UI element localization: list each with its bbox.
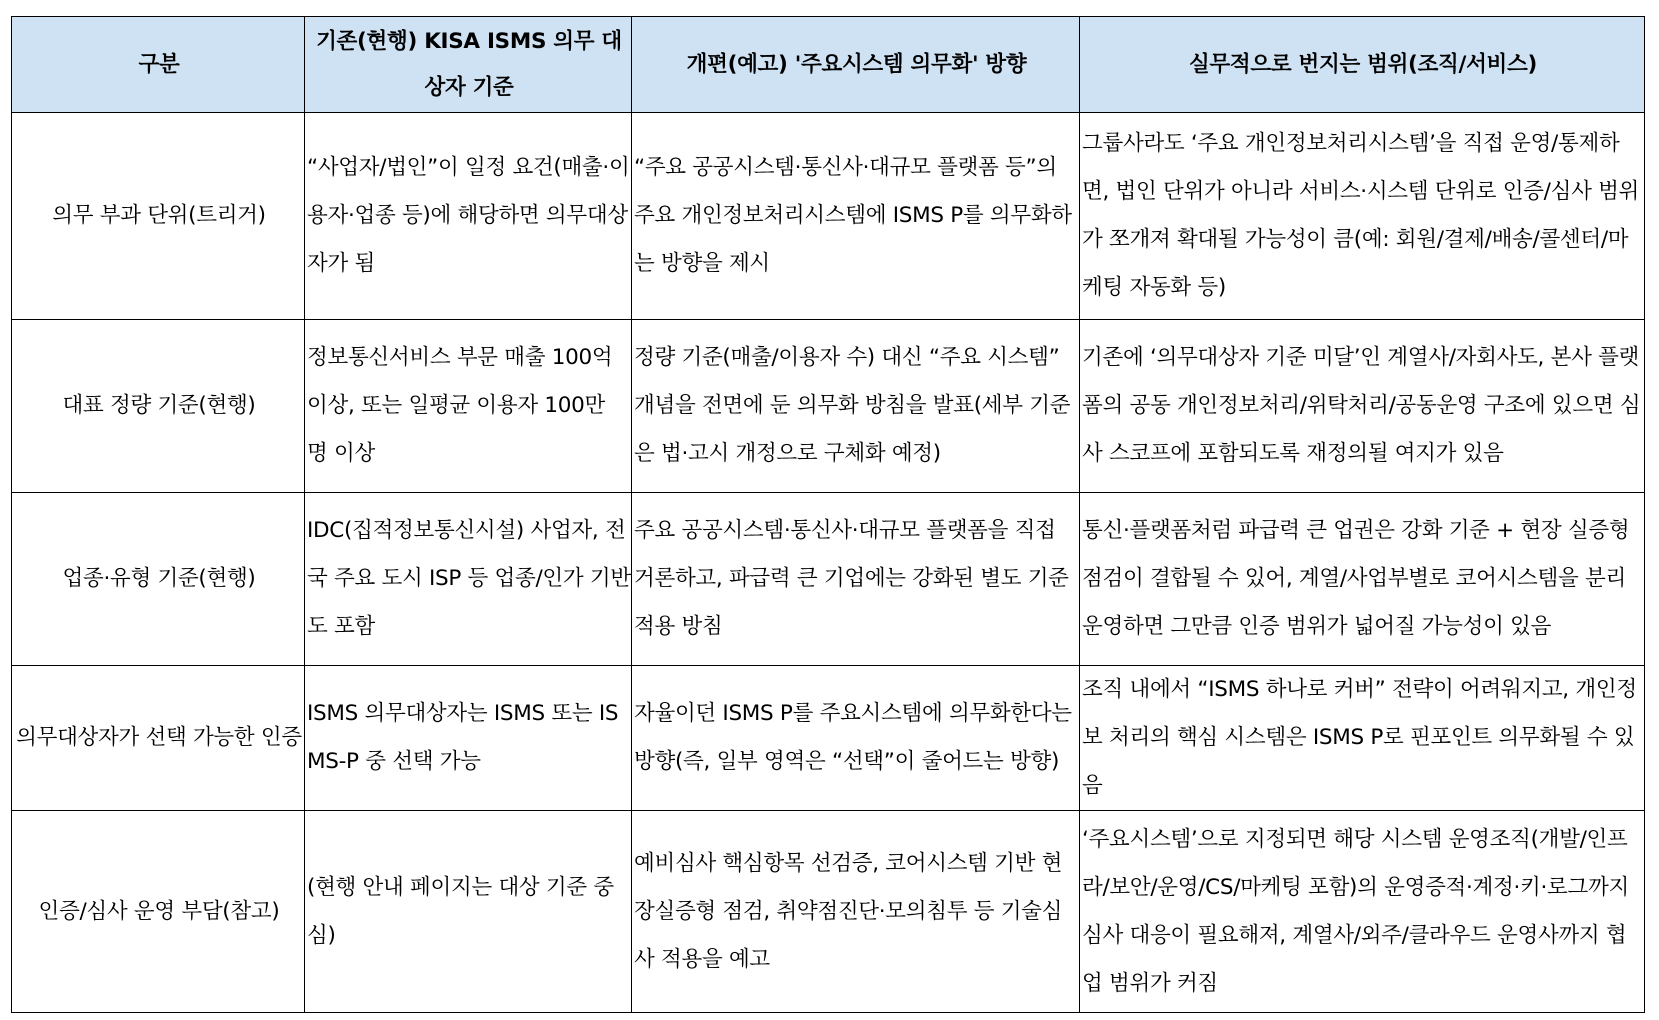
row-scope: 기존에 ‘의무대상자 기준 미달’인 계열사/자회사도, 본사 플랫폼의 공동 개인정보처리/위탁처리/공동운영 구조에 있으면 심사 스코프에 포함되도록 재정의될 여지가 있음 bbox=[1080, 320, 1645, 493]
comparison-table bbox=[11, 16, 1645, 1013]
row-scope: 통신·플랫폼처럼 파급력 큰 업권은 강화 기준 + 현장 실증형 점검이 결합될 수 있어, 계열/사업부별로 코어시스템을 분리 운영하면 그만큼 인증 범위가 넓어질 가능성이 있음 bbox=[1080, 493, 1645, 666]
table-row bbox=[12, 666, 1645, 811]
table-row bbox=[12, 113, 1645, 320]
row-scope: 그룹사라도 ‘주요 개인정보처리시스템’을 직접 운영/통제하면, 법인 단위가 아니라 서비스·시스템 단위로 인증/심사 범위가 쪼개져 확대될 가능성이 큼(예: 회원/결제/배송/콜센터/마케팅 자동화 등) bbox=[1080, 113, 1645, 320]
header-reform-direction: 개편(예고) '주요시스템 의무화' 방향 bbox=[632, 17, 1080, 113]
header-current-criteria: 기존(현행) KISA ISMS 의무 대상자 기준 bbox=[305, 17, 632, 113]
row-scope: ‘주요시스템’으로 지정되면 해당 시스템 운영조직(개발/인프라/보안/운영/CS/마케팅 포함)의 운영증적·계정·키·로그까지 심사 대응이 필요해져, 계열사/외주/클라우드 운영사까지 협업 범위가 커짐 bbox=[1080, 811, 1645, 1013]
header-row bbox=[12, 17, 1645, 113]
table-row bbox=[12, 811, 1645, 1013]
row-category: 업종·유형 기준(현행) bbox=[12, 493, 305, 666]
header-practical-scope: 실무적으로 번지는 범위(조직/서비스) bbox=[1080, 17, 1645, 113]
row-scope: 조직 내에서 “ISMS 하나로 커버” 전략이 어려워지고, 개인정보 처리의 핵심 시스템은 ISMS P로 핀포인트 의무화될 수 있음 bbox=[1080, 666, 1645, 811]
table-header bbox=[12, 17, 1645, 113]
row-category: 의무 부과 단위(트리거) bbox=[12, 113, 305, 320]
row-category: 의무대상자가 선택 가능한 인증 bbox=[12, 666, 305, 811]
header-category: 구분 bbox=[12, 17, 305, 113]
row-category: 대표 정량 기준(현행) bbox=[12, 320, 305, 493]
row-current: IDC(집적정보통신시설) 사업자, 전국 주요 도시 ISP 등 업종/인가 기반도 포함 bbox=[305, 493, 632, 666]
row-reform: 정량 기준(매출/이용자 수) 대신 “주요 시스템” 개념을 전면에 둔 의무화 방침을 발표(세부 기준은 법·고시 개정으로 구체화 예정) bbox=[632, 320, 1080, 493]
table-row bbox=[12, 493, 1645, 666]
table-row bbox=[12, 320, 1645, 493]
row-reform: 자율이던 ISMS P를 주요시스템에 의무화한다는 방향(즉, 일부 영역은 “선택”이 줄어드는 방향) bbox=[632, 666, 1080, 811]
row-current: 정보통신서비스 부문 매출 100억 이상, 또는 일평균 이용자 100만 명 이상 bbox=[305, 320, 632, 493]
row-current: (현행 안내 페이지는 대상 기준 중심) bbox=[305, 811, 632, 1013]
row-category: 인증/심사 운영 부담(참고) bbox=[12, 811, 305, 1013]
row-reform: 예비심사 핵심항목 선검증, 코어시스템 기반 현장실증형 점검, 취약점진단·모의침투 등 기술심사 적용을 예고 bbox=[632, 811, 1080, 1013]
row-current: “사업자/법인”이 일정 요건(매출·이용자·업종 등)에 해당하면 의무대상자가 됨 bbox=[305, 113, 632, 320]
row-current: ISMS 의무대상자는 ISMS 또는 ISMS-P 중 선택 가능 bbox=[305, 666, 632, 811]
row-reform: “주요 공공시스템·통신사·대규모 플랫폼 등”의 주요 개인정보처리시스템에 ISMS P를 의무화하는 방향을 제시 bbox=[632, 113, 1080, 320]
table-body bbox=[12, 113, 1645, 1013]
row-reform: 주요 공공시스템·통신사·대규모 플랫폼을 직접 거론하고, 파급력 큰 기업에는 강화된 별도 기준 적용 방침 bbox=[632, 493, 1080, 666]
